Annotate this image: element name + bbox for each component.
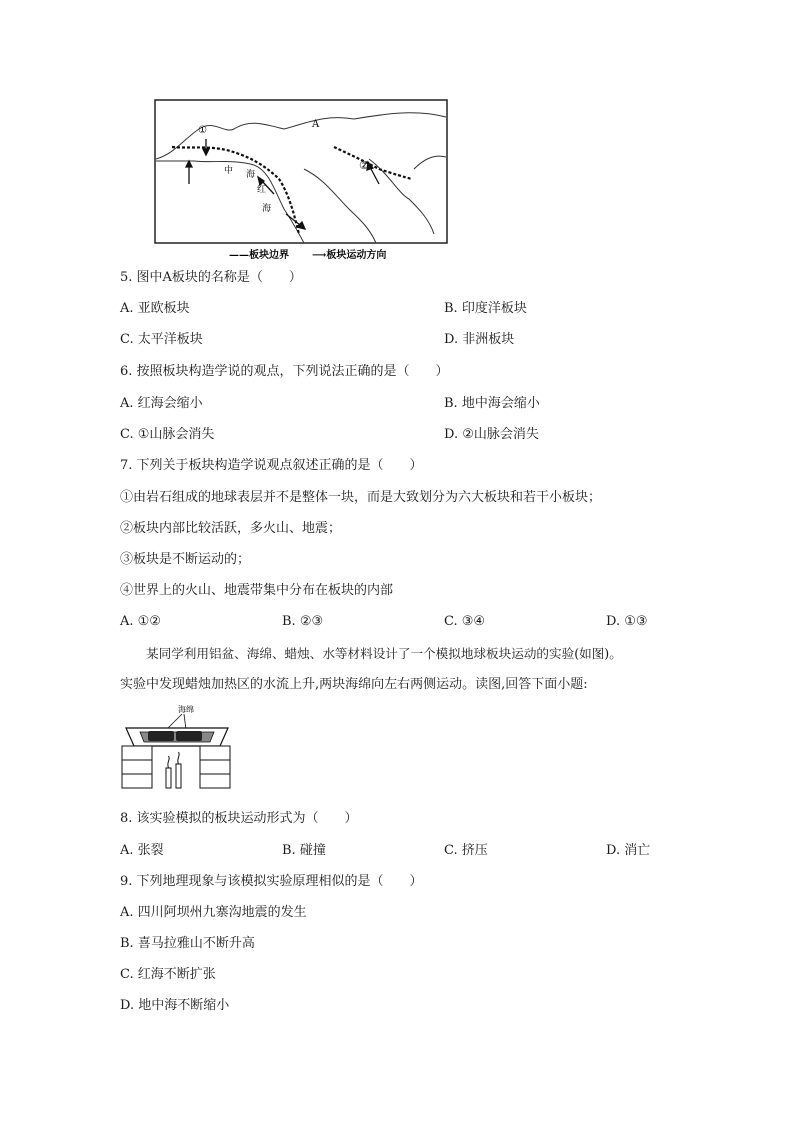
plate-map-figure xyxy=(154,99,448,261)
q7-option-c[interactable]: C. ③④ xyxy=(444,614,486,629)
q6-option-c[interactable]: C. ①山脉会消失 xyxy=(120,427,215,442)
q9-option-c[interactable]: C. 红海不断扩张 xyxy=(120,967,216,982)
q9-option-b[interactable]: B. 喜马拉雅山不断升高 xyxy=(120,936,255,951)
intro-line-2: 实验中发现蜡烛加热区的水流上升,两块海绵向左右两侧运动。读图,回答下面小题: xyxy=(120,677,588,692)
q5-stem: 5. 图中A板块的名称是（ ） xyxy=(120,270,302,285)
map-label-red-sea-2: 海 xyxy=(262,204,272,214)
q6-option-a[interactable]: A. 红海会缩小 xyxy=(120,396,203,411)
map-label-circle-2: ② xyxy=(359,159,369,172)
map-label-a: A xyxy=(312,119,320,130)
map-label-mediterranean-2: 海 xyxy=(246,170,256,180)
q9-stem: 9. 下列地理现象与该模拟实验原理相似的是（ ） xyxy=(120,874,423,889)
q5-option-c[interactable]: C. 太平洋板块 xyxy=(120,332,203,347)
q7-option-b[interactable]: B. ②③ xyxy=(282,614,324,629)
q6-stem: 6. 按照板块构造学说的观点，下列说法正确的是（ ） xyxy=(120,364,449,379)
legend-boundary: ——板块边界 xyxy=(229,250,289,261)
q7-stem: 7. 下列关于板块构造学说观点叙述正确的是（ ） xyxy=(120,458,423,473)
q5-option-b[interactable]: B. 印度洋板块 xyxy=(444,301,527,316)
map-label-red-sea-1: 红 xyxy=(257,185,267,195)
sponge-label: 海绵 xyxy=(178,705,194,714)
q8-option-b[interactable]: B. 碰撞 xyxy=(282,843,326,858)
q7-option-d[interactable]: D. ①③ xyxy=(606,614,648,629)
q6-option-b[interactable]: B. 地中海会缩小 xyxy=(444,396,540,411)
q7-statement-4: ④世界上的火山、地震带集中分布在板块的内部 xyxy=(120,583,394,598)
q5-option-a[interactable]: A. 亚欧板块 xyxy=(120,301,190,316)
q9-option-a[interactable]: A. 四川阿坝州九寨沟地震的发生 xyxy=(120,905,307,920)
q8-option-a[interactable]: A. 张裂 xyxy=(120,843,164,858)
q7-option-a[interactable]: A. ①② xyxy=(120,614,161,629)
q9-option-d[interactable]: D. 地中海不断缩小 xyxy=(120,998,230,1013)
experiment-figure xyxy=(120,702,232,794)
q7-statement-1: ①由岩石组成的地球表层并不是整体一块，而是大致划分为六大板块和若干小板块； xyxy=(120,490,602,505)
q7-statement-3: ③板块是不断运动的； xyxy=(120,552,251,567)
q8-option-c[interactable]: C. 挤压 xyxy=(444,843,488,858)
q5-option-d[interactable]: D. 非洲板块 xyxy=(444,332,515,347)
intro-line-1: 某同学利用铝盆、海绵、蜡烛、水等材料设计了一个模拟地球板块运动的实验(如图)。 xyxy=(146,646,622,661)
map-label-circle-1: ① xyxy=(198,125,207,136)
q8-option-d[interactable]: D. 消亡 xyxy=(606,843,651,858)
q8-stem: 8. 该实验模拟的板块运动形式为（ ） xyxy=(120,811,358,826)
legend-motion: ⟶板块运动方向 xyxy=(312,250,387,261)
map-label-mediterranean-1: 中 xyxy=(224,166,234,176)
q7-statement-2: ②板块内部比较活跃，多火山、地震； xyxy=(120,521,342,536)
q6-option-d[interactable]: D. ②山脉会消失 xyxy=(444,427,539,442)
